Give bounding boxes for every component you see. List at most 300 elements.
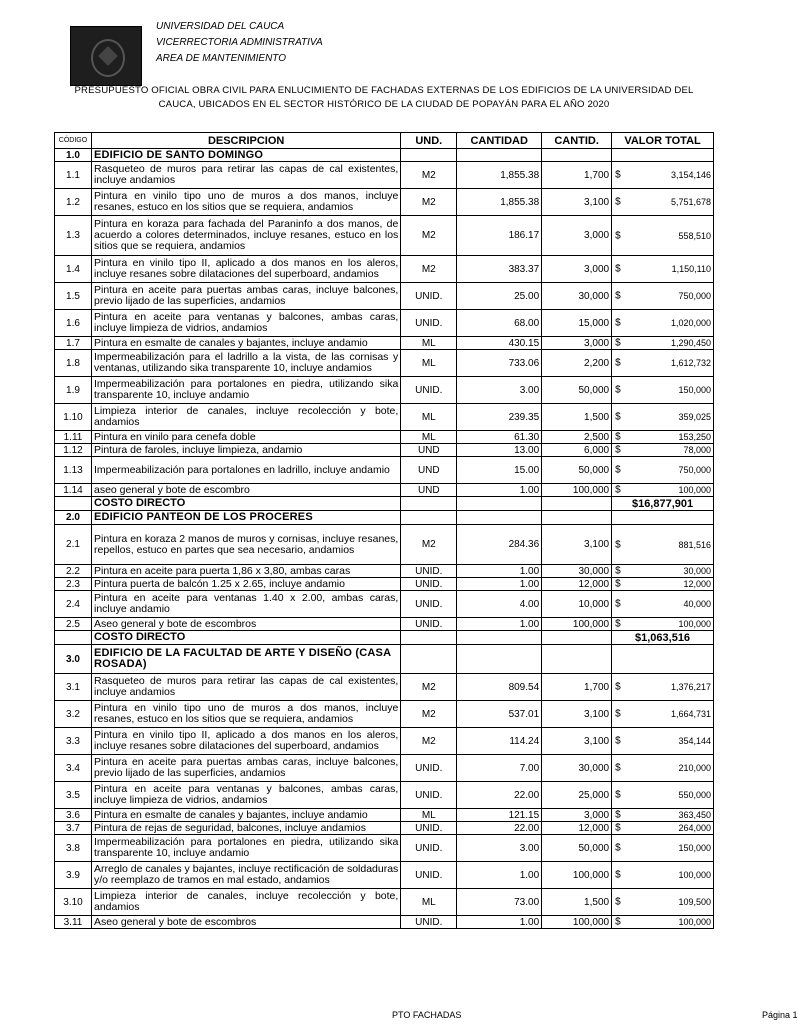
item-quantity: 7.00 [457, 755, 542, 782]
item-code: 1.10 [55, 404, 92, 431]
item-unit: ML [401, 350, 457, 377]
item-unit-price: 50,000 [542, 835, 612, 862]
item-total-value [612, 256, 714, 283]
column-header-code: CÓDIGO [55, 133, 92, 149]
currency-symbol: $ [615, 431, 621, 443]
currency-symbol: $ [615, 565, 621, 577]
empty-cell [401, 645, 457, 674]
currency-symbol: $ [615, 317, 621, 329]
item-total-value [612, 457, 714, 484]
item-total-amount: 100,000 [678, 917, 711, 927]
section-title: EDIFICIO PANTEON DE LOS PROCERES [91, 511, 400, 525]
item-unit: UND [401, 444, 457, 457]
item-quantity: 25.00 [457, 283, 542, 310]
currency-symbol: $ [615, 916, 621, 928]
table-row [55, 283, 714, 310]
item-unit-price: 50,000 [542, 457, 612, 484]
item-unit: M2 [401, 256, 457, 283]
item-unit: UNID. [401, 862, 457, 889]
item-code: 1.5 [55, 283, 92, 310]
item-total-amount: 109,500 [678, 897, 711, 907]
item-quantity: 1.00 [457, 916, 542, 929]
item-description: Pintura en vinilo tipo II, aplicado a dos manos en los aleros, incluye resanes sobre dilataciones del superboard, andamios [91, 256, 400, 283]
item-total-value [612, 822, 714, 835]
document-title-line-2: CAUCA, UBICADOS EN EL SECTOR HISTÓRICO DE LA CIUDAD DE POPAYÁN PARA EL AÑO 2020 [158, 99, 610, 110]
header-line-university: UNIVERSIDAD DEL CAUCA [156, 21, 285, 32]
item-description: aseo general y bote de escombro [91, 484, 400, 497]
item-description: Pintura en vinilo tipo uno de muros a dos manos, incluye resanes, estuco en los sitios que se requiera, andamios [91, 189, 400, 216]
item-quantity: 1.00 [457, 618, 542, 631]
item-total-amount: 359,025 [678, 412, 711, 422]
logo-emblem [91, 39, 125, 77]
item-code: 3.6 [55, 809, 92, 822]
item-unit-price: 3,100 [542, 728, 612, 755]
item-quantity: 1.00 [457, 484, 542, 497]
item-description: Aseo general y bote de escombros [91, 618, 400, 631]
item-unit-price: 2,500 [542, 431, 612, 444]
item-total-amount: 100,000 [678, 870, 711, 880]
empty-cell [542, 149, 612, 162]
item-quantity: 73.00 [457, 889, 542, 916]
item-total-amount: 3,154,146 [670, 170, 711, 180]
item-unit: M2 [401, 728, 457, 755]
budget-table [54, 132, 714, 929]
currency-symbol: $ [615, 337, 621, 349]
item-quantity: 284.36 [457, 525, 542, 565]
table-row [55, 701, 714, 728]
currency-symbol: $ [615, 842, 621, 854]
section-header-row [55, 511, 714, 525]
item-unit: M2 [401, 216, 457, 256]
item-total-amount: 210,000 [678, 763, 711, 773]
direct-cost-total: $16,877,901 [612, 497, 714, 511]
item-total-value [612, 216, 714, 256]
item-unit: UNID. [401, 835, 457, 862]
item-unit: UNID. [401, 591, 457, 618]
currency-symbol: $ [615, 484, 621, 496]
item-unit-price: 1,500 [542, 404, 612, 431]
item-quantity: 733.06 [457, 350, 542, 377]
column-header-quantity: CANTIDAD [457, 133, 542, 149]
item-quantity: 383.37 [457, 256, 542, 283]
item-total-value [612, 809, 714, 822]
item-total-value [612, 782, 714, 809]
empty-cell [457, 631, 542, 645]
section-code: 2.0 [55, 511, 92, 525]
document-page [54, 18, 798, 1020]
empty-cell [457, 511, 542, 525]
item-unit-price: 1,700 [542, 674, 612, 701]
item-total-amount: 881,516 [678, 539, 711, 550]
item-quantity: 22.00 [457, 782, 542, 809]
item-unit-price: 25,000 [542, 782, 612, 809]
item-code: 3.4 [55, 755, 92, 782]
item-total-value [612, 755, 714, 782]
item-quantity: 1,855.38 [457, 189, 542, 216]
table-row [55, 444, 714, 457]
item-description: Rasqueteo de muros para retirar las capas de cal existentes, incluye andamios [91, 162, 400, 189]
table-row [55, 782, 714, 809]
item-code: 2.1 [55, 525, 92, 565]
item-quantity: 809.54 [457, 674, 542, 701]
item-total-amount: 363,450 [678, 810, 711, 820]
item-code: 1.1 [55, 162, 92, 189]
item-unit: ML [401, 809, 457, 822]
currency-symbol: $ [615, 618, 621, 630]
section-title: EDIFICIO DE SANTO DOMINGO [91, 149, 400, 162]
item-total-amount: 264,000 [678, 823, 711, 833]
currency-symbol: $ [615, 789, 621, 801]
item-description: Pintura en vinilo tipo uno de muros a dos manos, incluye resanes, estuco en los sitios que se requiera, andamios [91, 701, 400, 728]
item-total-value [612, 835, 714, 862]
item-unit-price: 100,000 [542, 916, 612, 929]
item-total-value [612, 162, 714, 189]
direct-cost-label: COSTO DIRECTO [91, 631, 400, 645]
item-unit: UNID. [401, 565, 457, 578]
item-unit: ML [401, 404, 457, 431]
currency-symbol: $ [615, 263, 621, 275]
item-code: 2.2 [55, 565, 92, 578]
item-unit-price: 1,500 [542, 889, 612, 916]
currency-symbol: $ [615, 411, 621, 423]
empty-cell [612, 511, 714, 525]
currency-symbol: $ [615, 578, 621, 590]
item-unit: UNID. [401, 782, 457, 809]
item-code: 2.4 [55, 591, 92, 618]
item-description: Arreglo de canales y bajantes, incluye rectificación de soldaduras y/o reemplazo de tramos en mal estado, andamios [91, 862, 400, 889]
university-logo [70, 26, 142, 86]
item-unit: UNID. [401, 578, 457, 591]
item-quantity: 430.15 [457, 337, 542, 350]
table-row [55, 431, 714, 444]
currency-symbol: $ [615, 708, 621, 720]
item-unit: UNID. [401, 310, 457, 337]
currency-symbol: $ [615, 169, 621, 181]
item-total-amount: 750,000 [678, 291, 711, 301]
item-unit-price: 6,000 [542, 444, 612, 457]
table-row [55, 809, 714, 822]
item-total-amount: 1,664,731 [670, 709, 711, 719]
column-header-unit: UND. [401, 133, 457, 149]
item-description: Impermeabilización para portalones en piedra, utilizando sika transparente 10, incluye andamio [91, 377, 400, 404]
item-code: 1.8 [55, 350, 92, 377]
document-title-line-1: PRESUPUESTO OFICIAL OBRA CIVIL PARA ENLUCIMIENTO DE FACHADAS EXTERNAS DE LOS EDIFICIOS DE LA UNIVERSIDAD DEL [74, 85, 694, 96]
empty-cell [612, 645, 714, 674]
item-total-value [612, 578, 714, 591]
item-code: 1.6 [55, 310, 92, 337]
item-total-value [612, 728, 714, 755]
item-quantity: 186.17 [457, 216, 542, 256]
currency-symbol: $ [615, 762, 621, 774]
header-line-area: AREA DE MANTENIMIENTO [156, 53, 287, 64]
item-description: Pintura en aceite para puertas ambas caras, incluye balcones, previo lijado de las superficies, andamios [91, 755, 400, 782]
item-total-amount: 1,150,110 [671, 264, 711, 274]
item-total-amount: 1,376,217 [670, 682, 711, 692]
item-unit-price: 1,700 [542, 162, 612, 189]
item-description: Aseo general y bote de escombros [91, 916, 400, 929]
column-header-description: DESCRIPCION [91, 133, 400, 149]
table-header-row [55, 133, 714, 149]
item-description: Pintura en vinilo tipo II, aplicado a dos manos en los aleros, incluye resanes sobre dilataciones del superboard, andamios [91, 728, 400, 755]
item-unit-price: 3,100 [542, 189, 612, 216]
item-quantity: 3.00 [457, 835, 542, 862]
currency-symbol: $ [615, 809, 621, 821]
item-quantity: 1.00 [457, 565, 542, 578]
item-quantity: 1.00 [457, 578, 542, 591]
item-total-amount: 550,000 [678, 790, 711, 800]
currency-symbol: $ [615, 539, 621, 550]
item-quantity: 13.00 [457, 444, 542, 457]
item-total-amount: 100,000 [678, 485, 711, 495]
item-code: 1.2 [55, 189, 92, 216]
item-total-value [612, 862, 714, 889]
table-row [55, 350, 714, 377]
item-unit-price: 15,000 [542, 310, 612, 337]
table-row [55, 889, 714, 916]
table-row [55, 591, 714, 618]
item-total-value [612, 484, 714, 497]
item-unit-price: 100,000 [542, 618, 612, 631]
currency-symbol: $ [615, 681, 621, 693]
item-code: 2.5 [55, 618, 92, 631]
item-total-value [612, 591, 714, 618]
currency-symbol: $ [615, 464, 621, 476]
item-description: Pintura en aceite para ventanas 1.40 x 2.00, ambas caras, incluye andamio [91, 591, 400, 618]
item-code: 1.12 [55, 444, 92, 457]
item-description: Pintura en aceite para ventanas y balcones, ambas caras, incluye limpieza de vidrios, andamios [91, 310, 400, 337]
item-unit: ML [401, 431, 457, 444]
item-description: Pintura en esmalte de canales y bajantes, incluye andamio [91, 809, 400, 822]
table-row [55, 618, 714, 631]
empty-cell [55, 497, 92, 511]
currency-symbol: $ [615, 735, 621, 747]
item-unit: UNID. [401, 916, 457, 929]
empty-cell [542, 497, 612, 511]
table-row [55, 484, 714, 497]
item-unit-price: 30,000 [542, 283, 612, 310]
empty-cell [457, 497, 542, 511]
item-unit: M2 [401, 162, 457, 189]
item-total-value [612, 310, 714, 337]
item-total-amount: 153,250 [678, 432, 711, 442]
item-code: 3.11 [55, 916, 92, 929]
institution-header [156, 19, 323, 67]
item-total-amount: 40,000 [683, 599, 711, 609]
item-total-amount: 150,000 [678, 385, 711, 395]
empty-cell [542, 511, 612, 525]
item-total-value [612, 431, 714, 444]
section-title: EDIFICIO DE LA FACULTAD DE ARTE Y DISEÑO (CASA ROSADA) [91, 645, 400, 674]
document-title [54, 84, 714, 112]
table-row [55, 835, 714, 862]
item-description: Limpieza interior de canales, incluye recolección y bote, andamios [91, 889, 400, 916]
item-quantity: 1,855.38 [457, 162, 542, 189]
item-description: Pintura de faroles, incluye limpieza, andamio [91, 444, 400, 457]
section-header-row [55, 645, 714, 674]
item-description: Rasqueteo de muros para retirar las capas de cal existentes, incluye andamios [91, 674, 400, 701]
item-unit-price: 3,000 [542, 216, 612, 256]
column-header-total-value: VALOR TOTAL [612, 133, 714, 149]
empty-cell [612, 149, 714, 162]
item-code: 3.1 [55, 674, 92, 701]
item-code: 3.2 [55, 701, 92, 728]
item-code: 3.8 [55, 835, 92, 862]
item-quantity: 3.00 [457, 377, 542, 404]
empty-cell [401, 631, 457, 645]
item-unit: ML [401, 337, 457, 350]
item-unit-price: 2,200 [542, 350, 612, 377]
item-quantity: 121.15 [457, 809, 542, 822]
item-total-value [612, 189, 714, 216]
currency-symbol: $ [615, 444, 621, 456]
item-unit: UND [401, 484, 457, 497]
item-total-value [612, 283, 714, 310]
item-description: Pintura de rejas de seguridad, balcones, incluye andamios [91, 822, 400, 835]
item-unit: UNID. [401, 755, 457, 782]
item-total-value [612, 377, 714, 404]
table-row [55, 525, 714, 565]
item-total-value [612, 565, 714, 578]
currency-symbol: $ [615, 822, 621, 834]
item-total-amount: 1,290,450 [670, 338, 711, 348]
item-quantity: 1.00 [457, 862, 542, 889]
direct-cost-row [55, 631, 714, 645]
item-description: Pintura en aceite para ventanas y balcones, ambas caras, incluye limpieza de vidrios, andamios [91, 782, 400, 809]
item-description: Pintura en aceite para puertas ambas caras, incluye balcones, previo lijado de las superficies, andamios [91, 283, 400, 310]
table-row [55, 457, 714, 484]
item-total-value [612, 404, 714, 431]
table-row [55, 755, 714, 782]
item-total-value [612, 889, 714, 916]
currency-symbol: $ [615, 869, 621, 881]
item-unit: UNID. [401, 618, 457, 631]
item-description: Pintura en koraza para fachada del Paraninfo a dos manos, de acuerdo a colores determinados, incluye resanes, estuco en los sitios que se requiera, andamios [91, 216, 400, 256]
table-row [55, 862, 714, 889]
empty-cell [401, 497, 457, 511]
table-row [55, 578, 714, 591]
table-row [55, 337, 714, 350]
table-row [55, 674, 714, 701]
item-description: Pintura en aceite para puerta 1,86 x 3,80, ambas caras [91, 565, 400, 578]
item-unit: UND [401, 457, 457, 484]
direct-cost-row [55, 497, 714, 511]
item-unit-price: 3,000 [542, 809, 612, 822]
item-code: 1.13 [55, 457, 92, 484]
item-unit: M2 [401, 701, 457, 728]
footer-page-number: Página 1 [762, 1010, 798, 1020]
item-total-amount: 30,000 [683, 566, 711, 576]
currency-symbol: $ [615, 357, 621, 369]
item-quantity: 61.30 [457, 431, 542, 444]
header-line-vicerrectoria: VICERRECTORIA ADMINISTRATIVA [156, 37, 323, 48]
item-unit-price: 100,000 [542, 862, 612, 889]
item-code: 1.11 [55, 431, 92, 444]
item-unit-price: 3,000 [542, 256, 612, 283]
item-code: 2.3 [55, 578, 92, 591]
item-quantity: 114.24 [457, 728, 542, 755]
item-description: Impermeabilización para portalones en ladrillo, incluye andamio [91, 457, 400, 484]
item-code: 3.10 [55, 889, 92, 916]
item-total-amount: 150,000 [678, 843, 711, 853]
currency-symbol: $ [615, 230, 621, 241]
item-total-value [612, 350, 714, 377]
item-total-amount: 750,000 [678, 465, 711, 475]
item-unit-price: 12,000 [542, 578, 612, 591]
item-description: Pintura en koraza 2 manos de muros y cornisas, incluye resanes, repellos, estuco en partes que sea necesario, andamios [91, 525, 400, 565]
table-row [55, 162, 714, 189]
currency-symbol: $ [615, 196, 621, 208]
item-quantity: 22.00 [457, 822, 542, 835]
item-code: 3.7 [55, 822, 92, 835]
item-total-value [612, 674, 714, 701]
item-unit-price: 50,000 [542, 377, 612, 404]
table-row [55, 377, 714, 404]
item-unit-price: 12,000 [542, 822, 612, 835]
section-code: 1.0 [55, 149, 92, 162]
empty-cell [401, 511, 457, 525]
table-row [55, 216, 714, 256]
table-row [55, 189, 714, 216]
table-row [55, 256, 714, 283]
item-unit-price: 3,100 [542, 525, 612, 565]
item-description: Pintura puerta de balcón 1.25 x 2.65, incluye andamio [91, 578, 400, 591]
item-unit-price: 30,000 [542, 755, 612, 782]
item-total-value [612, 444, 714, 457]
item-total-amount: 354,144 [678, 736, 711, 746]
currency-symbol: $ [615, 384, 621, 396]
item-quantity: 15.00 [457, 457, 542, 484]
item-description: Pintura en esmalte de canales y bajantes, incluye andamio [91, 337, 400, 350]
item-unit-price: 10,000 [542, 591, 612, 618]
item-total-value [612, 525, 714, 565]
item-code: 3.3 [55, 728, 92, 755]
item-unit: M2 [401, 525, 457, 565]
item-total-value [612, 337, 714, 350]
item-unit: UNID. [401, 283, 457, 310]
item-unit: UNID. [401, 822, 457, 835]
item-total-amount: 1,020,000 [670, 318, 711, 328]
table-row [55, 916, 714, 929]
table-row [55, 728, 714, 755]
item-quantity: 239.35 [457, 404, 542, 431]
item-code: 1.9 [55, 377, 92, 404]
item-unit-price: 30,000 [542, 565, 612, 578]
item-unit: M2 [401, 674, 457, 701]
currency-symbol: $ [615, 896, 621, 908]
section-header-row [55, 149, 714, 162]
item-total-amount: 12,000 [683, 579, 711, 589]
currency-symbol: $ [615, 290, 621, 302]
item-total-value [612, 916, 714, 929]
footer-sheet-name: PTO FACHADAS [392, 1010, 462, 1020]
item-quantity: 4.00 [457, 591, 542, 618]
direct-cost-label: COSTO DIRECTO [91, 497, 400, 511]
item-description: Impermeabilización para el ladrillo a la vista, de las cornisas y ventanas, utilizando sika transparente 10, incluye andamios [91, 350, 400, 377]
item-unit-price: 3,000 [542, 337, 612, 350]
item-unit-price: 100,000 [542, 484, 612, 497]
item-unit: UNID. [401, 377, 457, 404]
currency-symbol: $ [615, 598, 621, 610]
item-code: 1.14 [55, 484, 92, 497]
section-code: 3.0 [55, 645, 92, 674]
item-description: Impermeabilización para portalones en piedra, utilizando sika transparente 10, incluye andamio [91, 835, 400, 862]
item-code: 3.5 [55, 782, 92, 809]
empty-cell [55, 631, 92, 645]
item-total-value [612, 701, 714, 728]
empty-cell [542, 631, 612, 645]
empty-cell [457, 149, 542, 162]
item-description: Pintura en vinilo para cenefa doble [91, 431, 400, 444]
